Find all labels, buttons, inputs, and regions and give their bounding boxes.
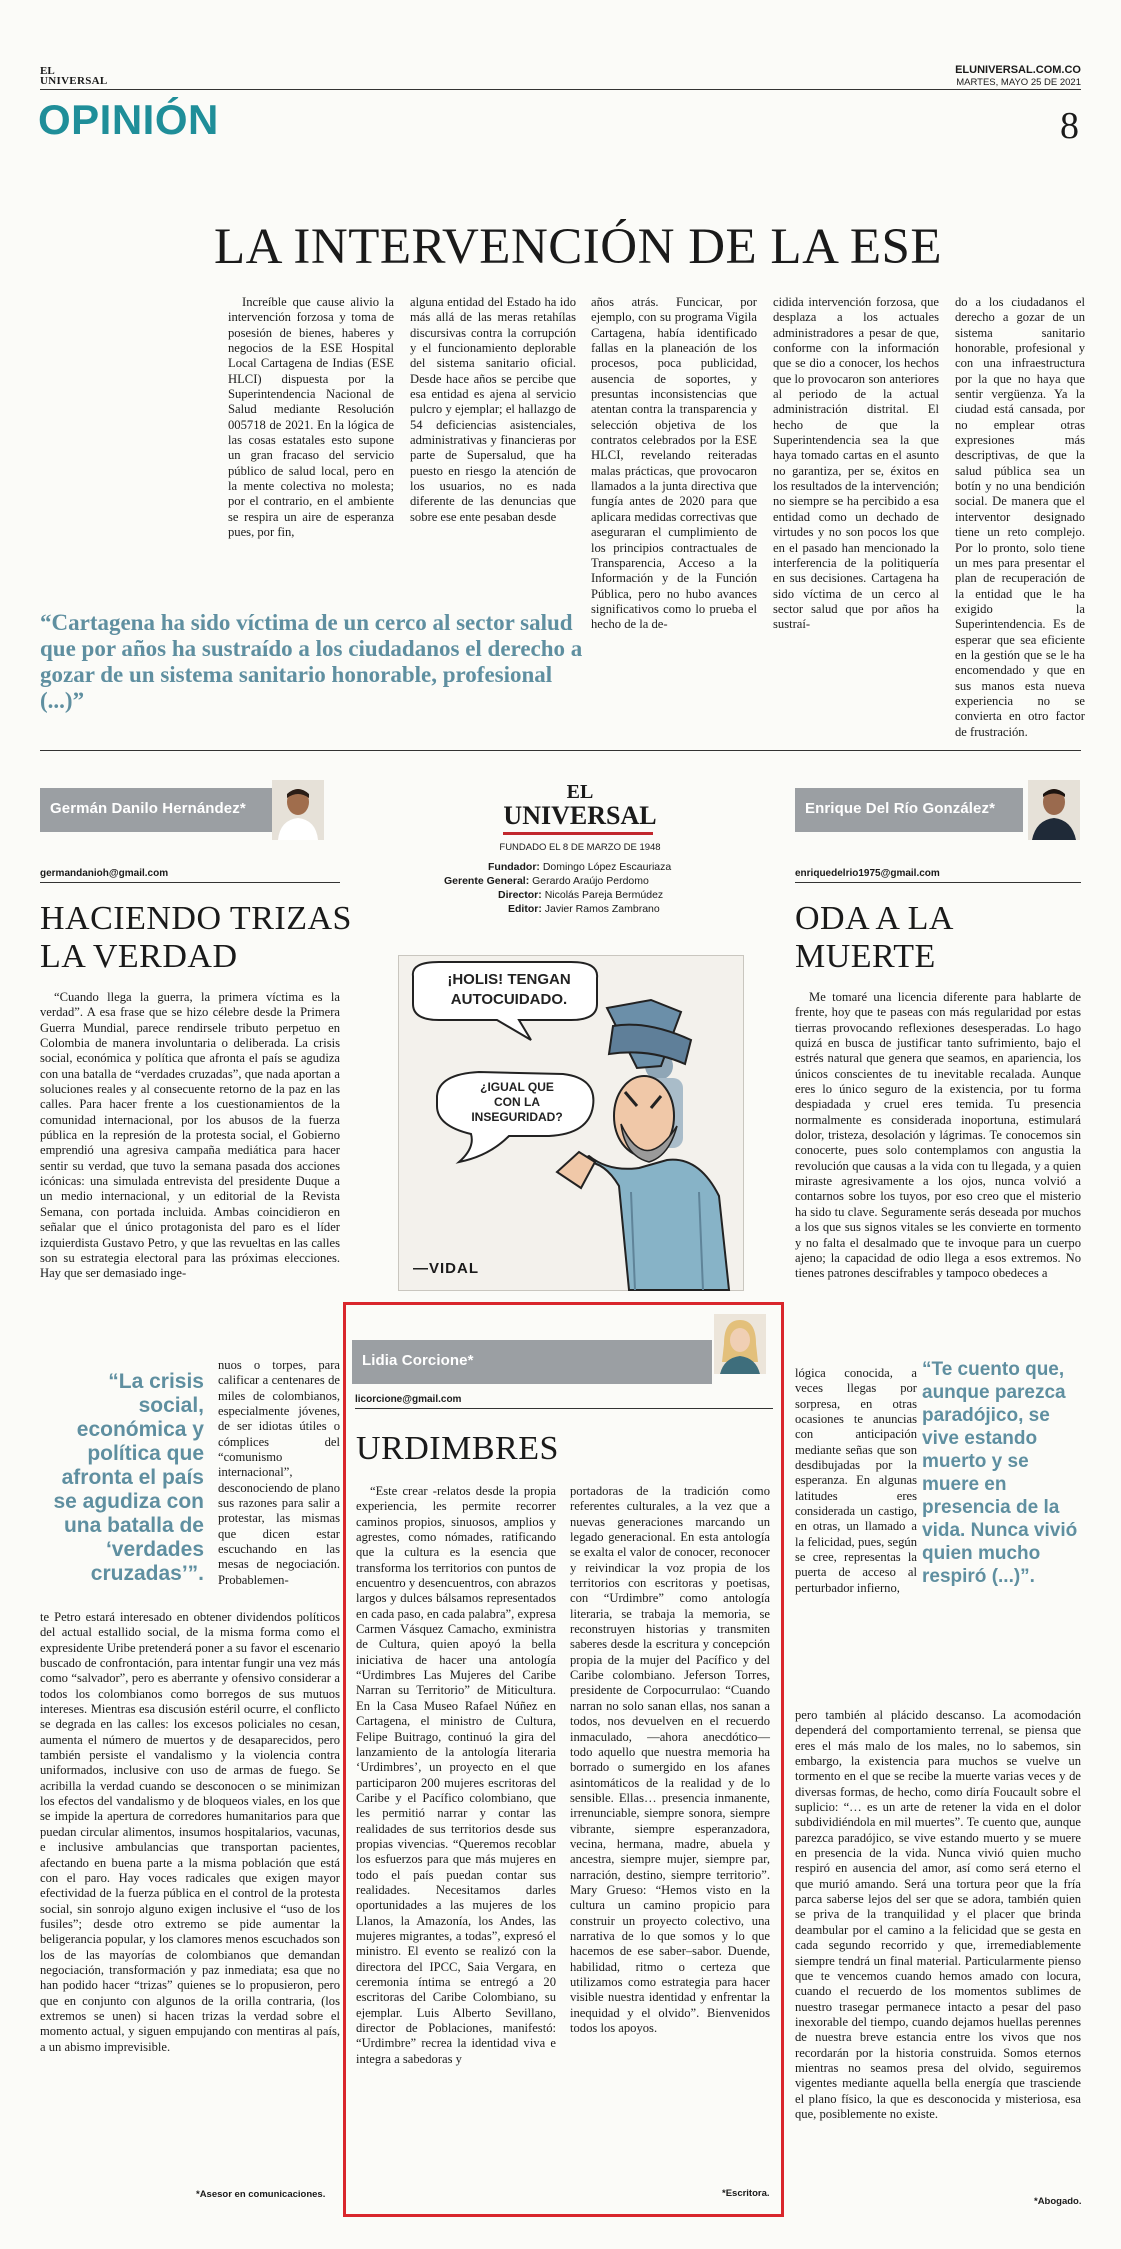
- staff-role: Fundador:: [488, 861, 540, 873]
- left-author-email[interactable]: germandanioh@gmail.com: [40, 868, 169, 879]
- masthead-logo[interactable]: [40, 66, 108, 86]
- right-article-title-line2: MUERTE: [795, 938, 936, 975]
- left-article-title-line1: HACIENDO TRIZAS: [40, 900, 352, 937]
- center-staff: [420, 860, 740, 916]
- left-body-top: [40, 990, 340, 1360]
- staff-name: Domingo López Escauriaza: [542, 861, 672, 873]
- left-body-bottom: [40, 1610, 340, 2190]
- masthead-logo-line2: UNIVERSAL: [40, 75, 108, 87]
- right-author-email[interactable]: enriquedelrio1975@gmail.com: [795, 868, 940, 879]
- right-body-top: [795, 990, 1081, 1365]
- editorial-title: LA INTERVENCIÓN DE LA ESE: [214, 219, 943, 275]
- staff-name: Nicolás Pareja Bermúdez: [544, 889, 664, 901]
- editorial-col-4-text: cidida intervención forzosa, que desplaza a los actuales administradores a pesar de que, conforme con la información que se dio a conocer, los hechos que lo provocaron son anteriores al periodo de la actual administración distrital. El hecho de que la Superintendencia sea la que haya tomado cartas en el asunto no garantiza, per se, éxitos en los resultados de la intervención; no siempre se ha percibido a esa entidad como un dechado de virtudes y no son pocos los que en el pasado han mencionado la interferencia de la politiquería en sus decisiones. Cartagena ha sido víctima de un cerco al sector salud que por años ha sustraí-: [773, 295, 939, 632]
- editorial-bottom-rule: [40, 750, 1081, 751]
- cartoon-bubble-2-line2: CON LA: [494, 1095, 540, 1109]
- right-email-rule: [795, 882, 1081, 883]
- right-pull-quote: “Te cuento que, aunque parezca paradójico, se vive estando muerto y se muere en presencia de la vida. Nunca vivió quien mucho respiró (...)”.: [922, 1359, 1078, 1587]
- left-article-title-line2: LA VERDAD: [40, 938, 238, 975]
- right-body-side-text: lógica conocida, a veces llegas por sorpresa, en otras ocasiones te anuncias con anticipación mediante señas que son desdibujadas por la esperanza. En algunas latitudes eres considerada un castigo, en otras, un llamado a la felicidad, pues, según se cree, representas la puerta de acceso al perturbador infierno,: [795, 1366, 917, 1595]
- urdimbres-col-1: [356, 1484, 556, 2196]
- right-body-top-text: Me tomaré una licencia diferente para hablarte de frente, hoy que te paseas con más regularidad por estas tierras provocando reflexiones desesperadas. Lo hago quizá en busca de justificar tanto sufrimiento, bajo el estrés natural que genera que seamos, en apariencia, los únicos conscientes de tu inevitable recalada. Aunque eres lo único seguro de la existencia, por tu forma despiadada y cruel eres temida. Tu presencia normalmente es considerada inoportuna, estimulará dolor, tristeza, desolación y lágrimas. Te conocemos sin conocerte, pues solo contemplamos con angustia la revolución que causas a la vida con tu llegada, y a quien miraste agresivamente a los ojos, nunca volvió a contarnos sobre los tuyos, por eso creo que el misterio ha sido tu clave. Seguramente serás deseada por muchos a los que sus signos vitales se les convierte en tormento y no falta el desalmado que te invoque para un cuerpo ajeno; la capacidad de odio llega a esos extremos. No tienes patrones descifrables y tampoco obedeces a: [795, 990, 1081, 1281]
- page-number: 8: [1060, 105, 1079, 147]
- center-logo-rule: [503, 832, 653, 835]
- staff-name: Gerardo Araújo Perdomo: [532, 875, 649, 887]
- left-body-side: [218, 1358, 340, 1608]
- right-article-title: [795, 900, 954, 976]
- editorial-col-1-text: Increíble que cause alivio la intervención forzosa y toma de posesión de bienes, haberes y negocios de la ESE Hospital Local Cartagena de Indias (ESE HLCI) dispuesta por la Superintendencia Nacional de Salud mediante Resolución 005718 de 2021. En la lógica de las cosas estatales esto supone un gran fracaso del servicio público de salud local, pero en la mente colectiva no molesta; por el contrario, en el ambiente se respira un aire de esperanza pues, por fin,: [228, 295, 394, 540]
- center-logo-line2: UNIVERSAL: [503, 801, 657, 830]
- cartoon-bubble-2: [443, 1080, 591, 1125]
- right-article-title-line1: ODA A LA: [795, 900, 954, 937]
- editorial-col-1: [228, 295, 394, 603]
- staff-role: Director:: [498, 889, 542, 901]
- portrait-icon: [1028, 780, 1080, 840]
- cartoon-bubble-2-line1: ¿IGUAL QUE: [480, 1080, 554, 1094]
- right-author-band: [795, 788, 1023, 832]
- staff-row: [420, 860, 740, 874]
- section-title: OPINIÓN: [38, 96, 219, 143]
- urdimbres-title: URDIMBRES: [356, 1430, 559, 1467]
- staff-name: Javier Ramos Zambrano: [544, 903, 660, 915]
- urdimbres-author-note: *Escritora.: [722, 2188, 770, 2199]
- staff-row: [420, 888, 740, 902]
- urdimbres-col-1-text: “Este crear -relatos desde la propia experiencia, les permite recorrer caminos propios, sinuosos, amplios y agrestes, como nómades, ratificando que la cultura es la esencia que transforma los territorios con puntos de encuentro y desencuentros, con abrazos largos y dulces bálsamos representados en cada paso, en cada palabra”, expresa Carmen Vásquez Camacho, exministra de Cultura, quien apoyó la bella iniciativa de hacer una antología “Urdimbres Las Mujeres del Caribe Narran su Territorio” de Miticultura. En la Casa Museo Rafael Núñez en Cartagena, el ministro de Cultura, Felipe Buitrago, continuó la gira del lanzamiento de la antología literaria ‘Urdimbres’, un proyecto en el que participaron 200 mujeres escritoras del Caribe y el Pacífico colombiano, que les permitió narrar y contar las realidades de sus territorios desde sus propias vivencias. “Queremos recoblar los esfuerzos para que más mujeres en todo el país puedan contar sus realidades. Necesitamos darles oportunidades a las mujeres de los Llanos, la Amazonía, los Andes, las mujeres migrantes, a todas”, expresó el ministro. El evento se realizó con la directora del IPCC, Saia Vergara, en ceremonia íntima se entregó a 20 escritoras del Caribe Colombiano, su ejemplar. Luis Alberto Sevillano, director de Poblaciones, manifestó: “Urdimbre” recrea la identidad viva e integra a sabedoras y: [356, 1484, 556, 2066]
- urdimbres-email-rule: [355, 1408, 773, 1409]
- right-author-name: Enrique Del Río González*: [805, 800, 996, 817]
- editorial-col-3: [591, 295, 757, 720]
- right-body-side: [795, 1366, 917, 1706]
- right-author-avatar: [1028, 780, 1080, 840]
- masthead-date: MARTES, MAYO 25 DE 2021: [956, 77, 1081, 88]
- left-email-rule: [40, 882, 340, 883]
- urdimbres-author-avatar: [714, 1314, 766, 1374]
- right-body-bottom-text: pero también al plácido descanso. La acomodación dependerá del comportamiento terrenal, se piensa que eres el más malo de los males, no lo sabemos, sin embargo, la existencia para muchos se vuelve un tormento en el que se recibe la muerte varias veces y de diversas formas, de hecho, como diría Foucault sobre el suplicio: “… es un arte de retener la vida en el dolor subdividiéndola en mil muertes”. Te cuento que, aunque parezca paradójico, se vive estando muerto y se muere en presencia de la vida. Nunca vivió quien mucho respiró en ausencia del amor, así como será eterno el que murió amando. Será una tortura peor que la fría parca saberse lejos del ser que se adora, también quien se priva de la tranquilidad y el placer que brinda deambular por el camino a la felicidad que se gesta en cada segundo recorrido y que, irremediablemente siempre tendrá un final material. Particularmente pienso que te vencemos cuando hemos amado con locura, cuando el recuerdo de los momentos sublimes de nuestro trasegar permanece intacto a pesar del paso inexorable del tiempo, cuando dejamos huellas perennes de nuestra breve estancia entre los vivos que nos recordarán por la historia construida. Somos eternos mientras no seamos presa del olvido, seguiremos vigentes mediante aquella bella energía que trasciende el plano físico, la que es desconocida y misteriosa, esa que, posiblemente no existe.: [795, 1708, 1081, 2121]
- editorial-col-5: [955, 295, 1085, 739]
- editorial-pull-quote: “Cartagena ha sido víctima de un cerco al sector salud que por años ha sustraído a los ciudadanos el derecho a gozar de un sistema sanitario honorable, profesional (...)”: [40, 610, 583, 713]
- left-pull-quote: “La crisis social, económica y política que afronta el país se agudiza con una batalla de ‘verdades cruzadas’”.: [53, 1370, 204, 1585]
- center-founded: FUNDADO EL 8 DE MARZO DE 1948: [499, 842, 661, 853]
- cartoon-signature: —VIDAL: [413, 1260, 479, 1277]
- left-body-side-text: nuos o torpes, para calificar a centenares de miles de colombianos, especialmente jóvenes, de ser idiotas útiles o cómplices del “comunismo internacional”, desconociendo de plano sus razones para salir a protestar, las mismas que dicen estar escuchando en las mesas de negociación. Probablemen-: [218, 1358, 340, 1587]
- left-author-note: *Asesor en comunicaciones.: [196, 2189, 326, 2200]
- urdimbres-col-2-text: portadoras de la tradición como referentes culturales, a la vez que a nuevas generaciones marcando un legado generacional. En esta antología se exalta el valor de conocer, reconocer y reivindicar la voz propia de los territorios con escritoras y poetisas, con “Urdimbre” como antología literaria, se trabaja la memoria, se reconstruyen historias y transmiten saberes desde la escritura y concepción propia de la mujer del Pacífico y del Caribe colombiano. Jeferson Torres, presidente de Corpocurrulao: “Cuando narran no solo sanan ellas, nos sanan a todos, nos devuelven en el recuerdo inmaculado, —ahora anecdótico— todo aquello que nuestra memoria ha borrado o sumergido en los afanes asintomáticos de la realidad y de lo sensible. Ellas… presencia inmanente, irrenunciable, siempre sonora, siempre vibrante, siempre esperanzadora, vecina, hermana, madre, abuela y ancestra, siempre mujer, siempre par, narración, destino, siempre territorio”. Mary Grueso: “Hemos visto en la cultura un camino propicio para construir un proyecto colectivo, una narrativa de lo que somos y lo que hacemos de ese saber–sabor. Duende, habilidad, ritmo o certeza que utilizamos como estrategia para hacer visible nuestra identidad y enfrentar la inequidad y el olvido”. Bienvenidos todos los apoyos.: [570, 1484, 770, 2036]
- urdimbres-author-band: [352, 1340, 712, 1384]
- cartoon: [398, 955, 744, 1291]
- cartoon-bubble-1: [429, 970, 589, 1010]
- left-body-top-text: “Cuando llega la guerra, la primera víctima es la verdad”. A esa frase que se hizo célebre desde la Primera Guerra Mundial, parece rendirsele tributo perpetuo en Colombia de manera involuntaria o deliberada. La crisis social, económica y política que afronta el país se agudiza con una batalla de “verdades cruzadas”, que nada aportan a soluciones reales y al consecuente retorno de la paz en las calles. Para hacer frente a los cuestionamientos de la comunidad internacional, por los abusos de la fuerza pública en la represión de la protesta social, el Gobierno emprendió una agresiva campaña mediática para hacer sentir su verdad, que tuvo la semana pasada dos acciones icónicas: una simulada entrevista del presidente Duque a un medio internacional, y un editorial de la Revista Semana, con portada incluida. Ambas coincidieron en señalar que el único protagonista del paro es el líder izquierdista Gustavo Petro, y que las revueltas en las calles son su estrategia electoral para las próximas elecciones. Hay que ser demasiado inge-: [40, 990, 340, 1281]
- staff-role: Gerente General:: [444, 875, 530, 887]
- right-body-bottom: [795, 1708, 1081, 2193]
- masthead-site[interactable]: ELUNIVERSAL.COM.CO: [955, 64, 1081, 76]
- cartoon-bubble-2-line3: INSEGURIDAD?: [471, 1110, 563, 1124]
- urdimbres-col-2: [570, 1484, 770, 2184]
- editorial-col-3-text: años atrás. Funcicar, por ejemplo, con su programa Vigila Cartagena, había identificado fallas en la planeación de los procesos, poca publicidad, ausencia de soportes, y presuntas inconsistencias que atentan contra la transparencia y selección objetiva de los contratos celebrados por la ESE HLCI, revelando reiteradas malas prácticas, que provocaron llamados a la junta directiva que fungía antes de 2020 para que aplicara medidas correctivas que aseguraran el cumplimiento de los principios contractuales de Transparencia, Acceso a la Información y de la Función Pública, pero no hubo avances significativos como lo prueba el hecho de la de-: [591, 295, 757, 632]
- portrait-icon: [714, 1314, 766, 1374]
- staff-row: [420, 902, 740, 916]
- cartoon-bubble-1-line1: ¡HOLIS! TENGAN: [447, 971, 571, 988]
- cartoon-bubble-1-line2: AUTOCUIDADO.: [450, 991, 568, 1008]
- right-author-note: *Abogado.: [1034, 2196, 1082, 2207]
- editorial-col-4: [773, 295, 939, 720]
- center-logo-line1: EL: [566, 781, 594, 803]
- portrait-icon: [272, 780, 324, 840]
- left-author-avatar: [272, 780, 324, 840]
- left-body-bottom-text: te Petro estará interesado en obtener dividendos políticos del actual estallido social, de la misma forma como el expresidente Uribe pretenderá poner a su favor el escenario buscado de confrontación, para intentar fungir una vez más como “salvador”, pero es aberrante y ofensivo considerar a todos los colombianos como borregos de sus mutuos intereses. Mientras esa discusión estéril ocurre, el conflicto se degrada en las calles: los excesos policiales no cesan, aumenta el número de muertos y de desaparecidos, pero también persiste el vandalismo y la violencia contra uniformados, inclusive con uso de armas de fuego. Se acribilla la verdad cuando se desconocen o se minimizan los efectos del vandalismo y de bloqueos viales, en los que se impide la apertura de corredores humanitarios para que puedan circular alimentos, insumos hospitalarios, vacunas, e inclusive ambulancias que transportan pacientes, afectando en buena parte a la misma población que está con el paro. Hay voces radicales que exigen mayor efectividad de la fuerza pública en el control de la protesta social, sin sonrojo alguno exigen inclusive el “uso de los fusiles”; desde otro extremo se pide aumentar la beligerancia popular, y los clamores menos escuchados son los de las mayorías de colombianos que demandan negociación, transformación y paz inmediata; esa que no han podido hacer “trizas” quienes se lo propusieron, pero que en conjunto con algunos de la orilla contraria, (los extremos se unen) si hacen trizas la verdad sobre el momento actual, y siguen empujando con mentiras al país, a un abismo imprevisible.: [40, 1610, 340, 2054]
- center-logo[interactable]: [500, 780, 660, 828]
- masthead-rule: [40, 89, 1081, 90]
- editorial-col-5-text: do a los ciudadanos el derecho a gozar de un sistema sanitario honorable, profesional y con una infraestructura por la que no haya que sentir vergüenza. Ya la ciudad está cansada, por no emplear otras expresiones más descriptivas, de que la salud pública sea un botín y no una bendición social. De manera que el interventor designado tiene un reto complejo. Por lo pronto, solo tiene un mes para presentar el plan de recuperación de la entidad que le ha exigido la Superintendencia. Es de esperar que sea eficiente en la gestión que se le ha encomendado y que en sus manos esta nueva experiencia no se convierta en otro factor de frustración.: [955, 295, 1085, 739]
- left-author-name: Germán Danilo Hernández*: [50, 800, 246, 817]
- urdimbres-author-email[interactable]: licorcione@gmail.com: [355, 1394, 462, 1405]
- staff-role: Editor:: [508, 903, 542, 915]
- left-article-title: [40, 900, 352, 976]
- staff-row: [420, 874, 740, 888]
- urdimbres-author-name: Lidia Corcione*: [362, 1352, 474, 1369]
- masthead-logo-line1: EL: [40, 65, 55, 77]
- editorial-col-2-text: alguna entidad del Estado ha ido más allá de las meras retahílas discursivas contra la corrupción y el funcionamiento deplorable del sistema sanitario oficial. Desde hace años se percibe que esa entidad es ajena al servicio pulcro y ejemplar; el hallazgo de 54 deficiencias asistenciales, administrativas y financieras por parte de Supersalud, que ha puesto en riesgo la atención de los usuarios, no es nada diferente de las denuncias que sobre ese ente pesaban desde: [410, 295, 576, 524]
